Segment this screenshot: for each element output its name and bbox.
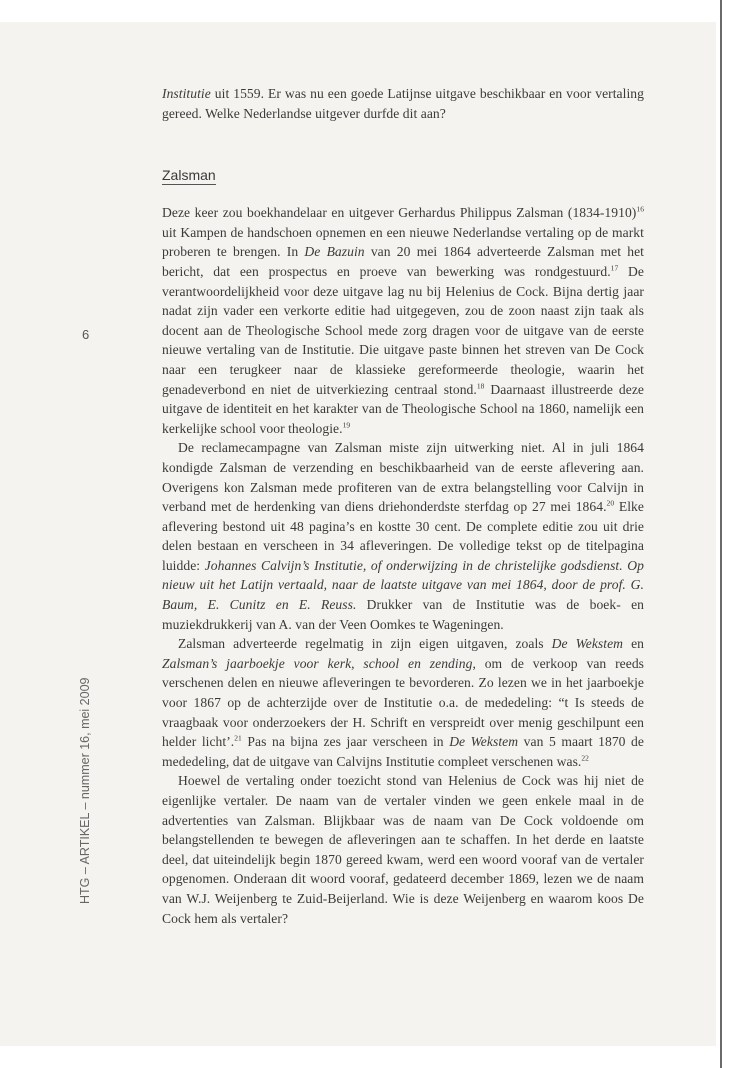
italic-title: Institutie [162,86,211,101]
paragraph-2: De reclamecampagne van Zalsman miste zijn uitwerking niet. Al in juli 1864 kondigde Zalsman de verzending en beschikbaarheid van de eerste aflevering aan. Overigens kon Zalsman mede profiteren van de extra belangstelling voor Calvijn in verband met de herdenking van diens driehonderdste sterfdag op 27 mei 1864.20 Elke aflevering bestond uit 48 pagina’s en kostte 30 cent. De complete editie zou uit drie delen bestaan en verscheen in 34 afleveringen. De volledige tekst op de titelpagina luidde: Johannes Calvijn’s Institutie, of onderwijzing in de christelijke godsdienst. Op nieuw uit het Latijn vertaald, naar de laatste uitgave van mei 1864, door de prof. G. Baum, E. Cunitz en E. Reuss. Drukker van de Institutie was de boek- en muziekdrukkerij van A. van der Veen Oomkes te Wageningen. [162,440,644,632]
footnote-ref: 20 [606,498,615,508]
footnote-ref: 19 [342,420,351,430]
running-footer-vertical: HTG – ARTIKEL – nummer 16, mei 2009 [78,677,92,904]
page-number: 6 [82,327,90,342]
italic-title: Zalsman’s jaarboekje voor kerk, school en zending [162,655,473,671]
footnote-ref: 18 [476,381,485,390]
footnote-ref: 16 [636,204,644,214]
italic-title: De Wekstem [551,636,624,652]
section-heading: Zalsman [162,167,216,184]
footnote-ref: 22 [581,753,589,763]
paragraph-1: Deze keer zou boekhandelaar en uitgever Gerhardus Philippus Zalsman (1834-1910)$^{16}$ uit Kampen de handschoen opnemen en een nieuwe Nederlandse vertaling op de markt proberen te brengen. In De Bazuin van 20 mei 1864 adverteerde Zalsman met het bericht, dat een prospectus en proeve van bewerking was rondgestuurd.$^{17}$ De verantwoordelijkheid voor deze uitgave lag nu bij Helenius de Cock. Bijna dertig jaar nadat zijn vader een verkorte editie had uitgegeven, zou de zoon naast zijn taak als docent aan de Theologische School mede zorg dragen voor de uitgave van de eerste nieuwe vertaling van de Institutie. Die uitgave paste binnen het streven van De Cock naar een terugkeer naar de klassieke gereformeerde theologie, waarin het genadeverbond en niet de uitverkiezing centraal stond.$^{18}$ Daarnaast illustreerde deze uitgave de identiteit en het karakter van de Theologische School na 1860, namelijk een kerkelijke school voor theologie.$^{19}$ [162,204,644,436]
article-body [162,84,644,928]
paragraph-4: Hoewel de vertaling onder toezicht stond van Helenius de Cock was hij niet de eigenlijke vertaler. De naam van de vertaler vinden we geen enkele maal in de advertenties van Zalsman. Blijkbaar was de naam van De Cock voldoende om belangstellenden te bewegen de afleveringen aan te schaffen. In het derde en laatste deel, dat uiteindelijk begin 1870 gereed kwam, werd een woord vooraf van de vertaler opgenomen. Onderaan dit woord vooraf, gedateerd december 1869, lezen we de naam van W.J. Weijenberg te Zuid-Beijerland. Wie is deze Weijenberg en waarom koos De Cock hem als vertaler? [162,773,644,926]
italic-title: Johannes Calvijn’s Institutie, of onderwijzing in de christelijke godsdienst. Op nieuw uit het Latijn vertaald, naar de laatste uitgave van mei 1864, door de prof. G. Baum, E. Cunitz en E. Reuss. [162,557,644,613]
footnote-ref: 21 [234,733,242,743]
footnote-ref: 17 [610,263,619,273]
intro-paragraph: Institutie uit 1559. Er was nu een goede Latijnse uitgave beschikbaar en voor vertaling gereed. Welke Nederlandse uitgever durfde dit aan? [162,86,644,121]
page-edge-rule [720,0,722,1068]
paragraph-3: Zalsman adverteerde regelmatig in zijn eigen uitgaven, zoals De Wekstem en Zalsman’s jaarboekje voor kerk, school en zending, om de verkoop van reeds verschenen delen en nieuwe afleveringen te bevorderen. Zo lezen we in het jaarboekje voor 1867 op de achterzijde over de Institutie o.a. de mededeling: “t Is steeds de vraagbaak voor onderzoekers der H. Schrift en verspreidt over menig geschilpunt een helder licht’.$^{21}$ Pas na bijna zes jaar verscheen in De Wekstem van 5 maart 1870 de mededeling, dat de uitgave van Calvijns Institutie compleet verschenen was.$^{22}$ [162,636,644,769]
italic-title: De Bazuin [304,244,365,260]
italic-title: De Wekstem [449,734,519,750]
section-heading-wrap [162,165,644,203]
